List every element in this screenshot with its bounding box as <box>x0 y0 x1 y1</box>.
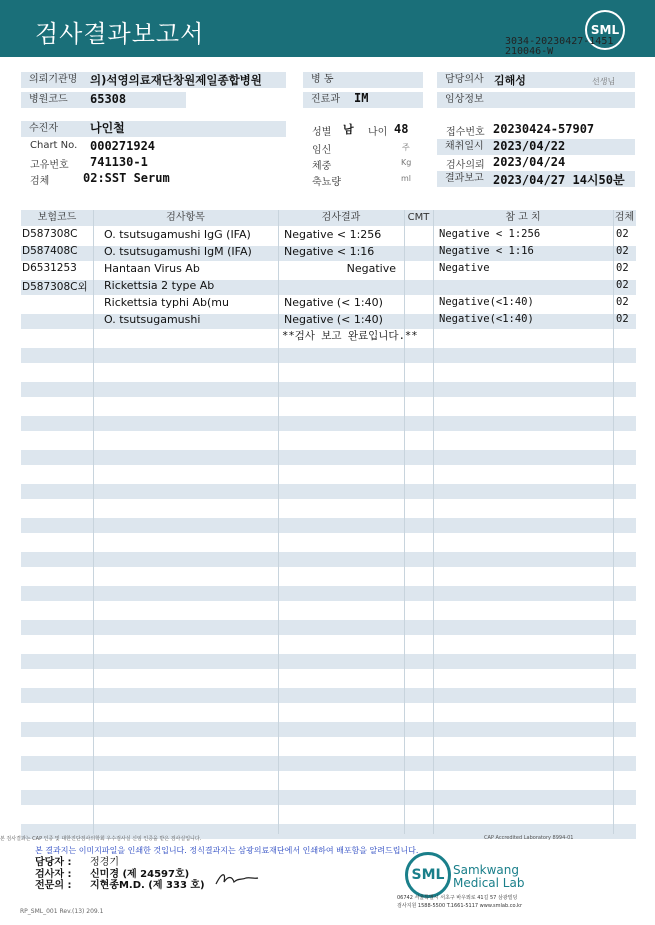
test-item-cell: O. tsutsugamushi IgM (IFA) <box>104 245 252 258</box>
weight-label: 체중 <box>312 161 332 172</box>
hospital-code-label: 병원코드 <box>21 92 186 108</box>
collect-label: 채취일시 <box>437 139 635 155</box>
report-number <box>505 37 613 57</box>
reference-cell: Negative(<1:40) <box>439 296 534 308</box>
address-line1: 06742 서울특별시 서초구 바우뫼로 41길 57 삼광빌딩 <box>397 895 518 901</box>
receipt-label: 접수번호 <box>446 127 485 138</box>
report-number-sub: 210046-W <box>505 46 554 57</box>
form-code: RP_SML_001 Rev.(13) 209.1 <box>20 908 104 915</box>
insurance-code-cell: D6531253 <box>22 262 77 274</box>
cap-accreditation: CAP Accredited Laboratory 8994-01 <box>484 835 574 841</box>
header-insurance-code: 보험코드 <box>37 212 77 223</box>
company-name-line2: Medical Lab <box>453 876 525 890</box>
urine-label: 축뇨량 <box>312 177 341 188</box>
test-item-cell: Rickettsia typhi Ab(mu <box>104 296 229 309</box>
unique-id-label: 고유번호 <box>30 160 69 171</box>
pregnancy-unit: 주 <box>402 143 410 152</box>
collect-value: 2023/04/22 <box>493 139 566 153</box>
tester-label: 검사자 : <box>35 869 72 880</box>
specimen-cell: 02 <box>616 228 629 240</box>
header-cmt: CMT <box>407 212 430 223</box>
patient-label: 수진자 <box>21 121 286 137</box>
company-name-line1: Samkwang <box>453 863 519 877</box>
test-item-cell: O. tsutsugamushi IgG (IFA) <box>104 228 251 241</box>
dept-label: 진료과 <box>303 92 423 108</box>
table-stripe <box>21 382 636 397</box>
reference-cell: Negative < 1:256 <box>439 228 541 240</box>
specimen-cell: 02 <box>616 279 629 291</box>
table-stripe <box>21 484 636 499</box>
sml-logo: SML <box>585 10 625 50</box>
test-item-cell: Hantaan Virus Ab <box>104 262 200 275</box>
chart-no-label: Chart No. <box>30 140 78 151</box>
column-divider <box>404 210 405 834</box>
table-stripe <box>21 722 636 737</box>
specimen-cell: 02 <box>616 262 629 274</box>
signature-image <box>212 870 260 888</box>
doctor-value: 김해성 <box>494 74 526 87</box>
reference-cell: Negative < 1:16 <box>439 245 534 257</box>
specimen-label: 검체 <box>30 176 50 187</box>
table-stripe <box>21 552 636 567</box>
result-date-value: 2023/04/27 14시50분 <box>493 173 625 187</box>
reference-cell: Negative(<1:40) <box>439 313 534 325</box>
request-value: 2023/04/24 <box>493 155 566 169</box>
company-name <box>453 864 524 890</box>
specimen-cell: 02 <box>616 245 629 257</box>
weight-unit: Kg <box>401 158 412 167</box>
header-specimen: 검체 <box>614 212 635 223</box>
table-stripe <box>21 416 636 431</box>
ward-label: 병 동 <box>303 72 423 88</box>
column-divider <box>433 210 434 834</box>
table-stripe <box>21 756 636 771</box>
chart-no-value: 000271924 <box>90 139 156 153</box>
column-divider <box>613 210 614 834</box>
hospital-code-value: 65308 <box>90 92 127 106</box>
table-stripe <box>21 348 636 363</box>
manager-label: 담당자 : <box>35 857 72 868</box>
doctor-suffix: 선생님 <box>592 77 616 86</box>
table-stripe <box>21 790 636 805</box>
unique-id-value: 741130-1 <box>90 155 148 169</box>
requester-label: 의뢰기관명 <box>21 72 286 88</box>
expert-name: 지현종M.D. (제 333 호) <box>90 880 205 891</box>
report-title: 검사결과보고서 <box>35 20 205 48</box>
test-result-cell: Negative <box>346 262 396 275</box>
test-item-cell: Rickettsia 2 type Ab <box>104 279 215 292</box>
test-result-cell: Negative < 1:16 <box>284 245 375 258</box>
specimen-cell: 02 <box>616 296 629 308</box>
company-address <box>397 894 522 910</box>
reference-cell: Negative <box>439 262 490 274</box>
test-result-cell: Negative < 1:256 <box>284 228 382 241</box>
urine-unit: ml <box>401 174 412 183</box>
image-copy-notice: 본 결과지는 이미지파일을 인쇄한 것입니다. 정식결과지는 삼광의료재단에서 인쇄하여 배포함을 알려드립니다. <box>35 846 419 855</box>
header-test-result: 검사결과 <box>321 212 361 223</box>
header-test-item: 검사항목 <box>166 212 205 223</box>
certification-fine-print: 본 검사결과는 CAP 인증 및 대한진단검사의학회 우수검사실 신임 인증을 받은 검사실입니다. <box>0 836 202 842</box>
specimen-cell: 02 <box>616 313 629 325</box>
expert-label: 전문의 : <box>35 880 72 891</box>
sex-label: 성별 <box>312 127 332 138</box>
column-divider <box>278 210 279 834</box>
request-label: 검사의뢰 <box>446 160 485 171</box>
patient-name: 나인철 <box>90 121 125 135</box>
table-stripe <box>21 688 636 703</box>
test-result-cell: Negative (< 1:40) <box>284 296 383 309</box>
result-date-label: 결과보고 <box>437 171 635 187</box>
clinical-info-label: 임상정보 <box>437 92 635 108</box>
age-value: 48 <box>394 122 409 136</box>
report-complete-note: **검사 보고 완료입니다.** <box>282 330 418 342</box>
test-item-cell: O. tsutsugamushi <box>104 313 201 326</box>
doctor-label: 담당의사 <box>437 72 635 88</box>
table-stripe <box>21 518 636 533</box>
tester-name: 신미경 (제 24597호) <box>90 869 190 880</box>
table-stripe <box>21 450 636 465</box>
receipt-value: 20230424-57907 <box>493 122 595 136</box>
address-line2: 검사지원 1588-5500 T.1661-5117 www.smlab.co.kr <box>397 903 522 909</box>
pregnancy-label: 임신 <box>312 145 332 156</box>
age-label: 나이 <box>368 127 388 138</box>
sex-value: 남 <box>343 123 354 136</box>
specimen-value: 02:SST Serum <box>83 171 170 185</box>
test-result-cell: Negative (< 1:40) <box>284 313 383 326</box>
column-divider <box>93 210 94 834</box>
dept-value: IM <box>354 91 369 105</box>
table-stripe <box>21 586 636 601</box>
header-reference: 참 고 치 <box>505 212 541 223</box>
manager-name: 정경기 <box>90 857 119 868</box>
company-logo: SML <box>405 852 451 898</box>
table-stripe <box>21 620 636 635</box>
table-stripe <box>21 654 636 669</box>
report-number-main: 3034-20230427-1451 <box>505 36 614 47</box>
insurance-code-cell: D587308C외 <box>22 281 88 293</box>
requester-value: 의)석영의료재단창원제일종합병원 <box>90 73 262 87</box>
insurance-code-cell: D587308C <box>22 228 78 240</box>
insurance-code-cell: D587408C <box>22 245 78 257</box>
